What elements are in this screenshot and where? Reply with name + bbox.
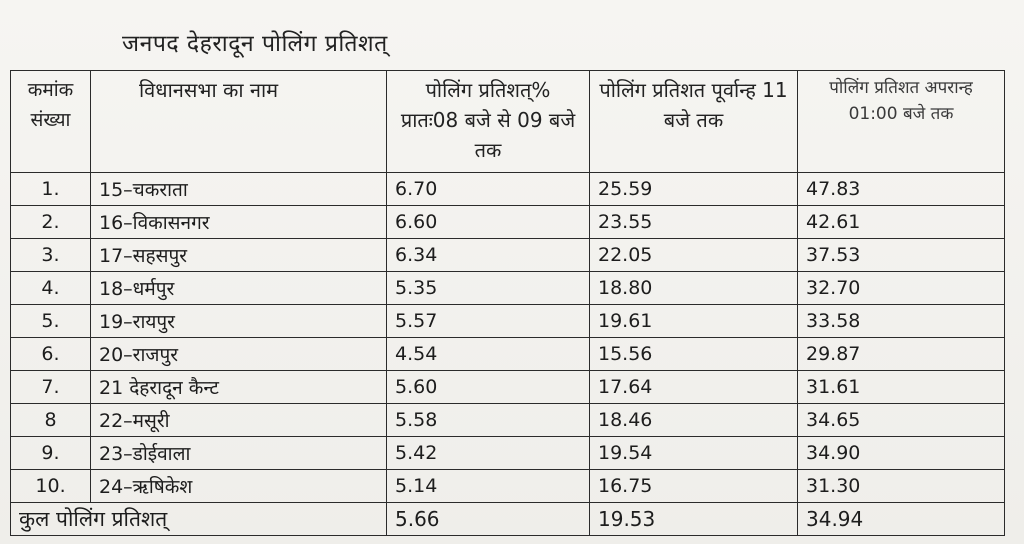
row-polling-11am: 19.54 [590, 437, 798, 470]
row-polling-11am: 17.64 [590, 371, 798, 404]
row-polling-11am: 22.05 [590, 239, 798, 272]
total-row [11, 503, 1005, 536]
row-serial-number: 4. [11, 272, 91, 305]
table-row [11, 206, 1005, 239]
row-serial-number: 1. [11, 173, 91, 206]
row-polling-9am: 5.60 [387, 371, 590, 404]
row-constituency-name: 23–डोईवाला [91, 437, 387, 470]
table-row [11, 239, 1005, 272]
table-row [11, 272, 1005, 305]
row-polling-11am: 15.56 [590, 338, 798, 371]
table-row [11, 437, 1005, 470]
header-polling-9am: पोलिंग प्रतिशत्% प्रातः08 बजे से 09 बजे तक [387, 71, 590, 173]
table-row [11, 470, 1005, 503]
row-polling-1pm: 31.30 [798, 470, 1005, 503]
row-constituency-name: 24–ऋषिकेश [91, 470, 387, 503]
table-header-row [11, 71, 1005, 173]
row-constituency-name: 22–मसूरी [91, 404, 387, 437]
row-polling-9am: 5.58 [387, 404, 590, 437]
row-constituency-name: 19–रायपुर [91, 305, 387, 338]
header-polling-1pm: पोलिंग प्रतिशत अपरान्ह 01:00 बजे तक [798, 71, 1005, 173]
total-polling-11am: 19.53 [590, 503, 798, 536]
row-serial-number: 9. [11, 437, 91, 470]
total-polling-1pm: 34.94 [798, 503, 1005, 536]
total-label: कुल पोलिंग प्रतिशत् [11, 503, 387, 536]
row-polling-1pm: 34.65 [798, 404, 1005, 437]
row-polling-11am: 18.46 [590, 404, 798, 437]
row-serial-number: 10. [11, 470, 91, 503]
header-polling-11am: पोलिंग प्रतिशत पूर्वान्ह 11 बजे तक [590, 71, 798, 173]
row-polling-9am: 6.60 [387, 206, 590, 239]
row-constituency-name: 18–धर्मपुर [91, 272, 387, 305]
row-polling-9am: 5.57 [387, 305, 590, 338]
row-polling-11am: 16.75 [590, 470, 798, 503]
row-serial-number: 6. [11, 338, 91, 371]
total-polling-9am: 5.66 [387, 503, 590, 536]
row-polling-9am: 6.34 [387, 239, 590, 272]
row-polling-11am: 25.59 [590, 173, 798, 206]
row-polling-1pm: 37.53 [798, 239, 1005, 272]
table-row [11, 338, 1005, 371]
row-polling-1pm: 33.58 [798, 305, 1005, 338]
row-constituency-name: 17–सहसपुर [91, 239, 387, 272]
row-polling-9am: 6.70 [387, 173, 590, 206]
row-polling-1pm: 32.70 [798, 272, 1005, 305]
header-constituency-name: विधानसभा का नाम [91, 71, 387, 173]
row-serial-number: 5. [11, 305, 91, 338]
row-polling-9am: 4.54 [387, 338, 590, 371]
header-serial-number: कमांक संख्या [11, 71, 91, 173]
table-row [11, 371, 1005, 404]
row-serial-number: 3. [11, 239, 91, 272]
row-constituency-name: 21 देहरादून कैन्ट [91, 371, 387, 404]
document-title: जनपद देहरादून पोलिंग प्रतिशत् [122, 31, 388, 57]
row-serial-number: 8 [11, 404, 91, 437]
row-serial-number: 2. [11, 206, 91, 239]
row-polling-9am: 5.42 [387, 437, 590, 470]
row-polling-1pm: 47.83 [798, 173, 1005, 206]
row-serial-number: 7. [11, 371, 91, 404]
row-polling-11am: 23.55 [590, 206, 798, 239]
table-row [11, 404, 1005, 437]
table-row [11, 305, 1005, 338]
row-constituency-name: 16–विकासनगर [91, 206, 387, 239]
row-polling-9am: 5.35 [387, 272, 590, 305]
row-polling-1pm: 34.90 [798, 437, 1005, 470]
row-polling-1pm: 42.61 [798, 206, 1005, 239]
table-row [11, 173, 1005, 206]
row-constituency-name: 20–राजपुर [91, 338, 387, 371]
row-polling-11am: 18.80 [590, 272, 798, 305]
row-polling-9am: 5.14 [387, 470, 590, 503]
polling-table [10, 70, 1005, 536]
row-polling-1pm: 31.61 [798, 371, 1005, 404]
row-constituency-name: 15–चकराता [91, 173, 387, 206]
row-polling-1pm: 29.87 [798, 338, 1005, 371]
row-polling-11am: 19.61 [590, 305, 798, 338]
